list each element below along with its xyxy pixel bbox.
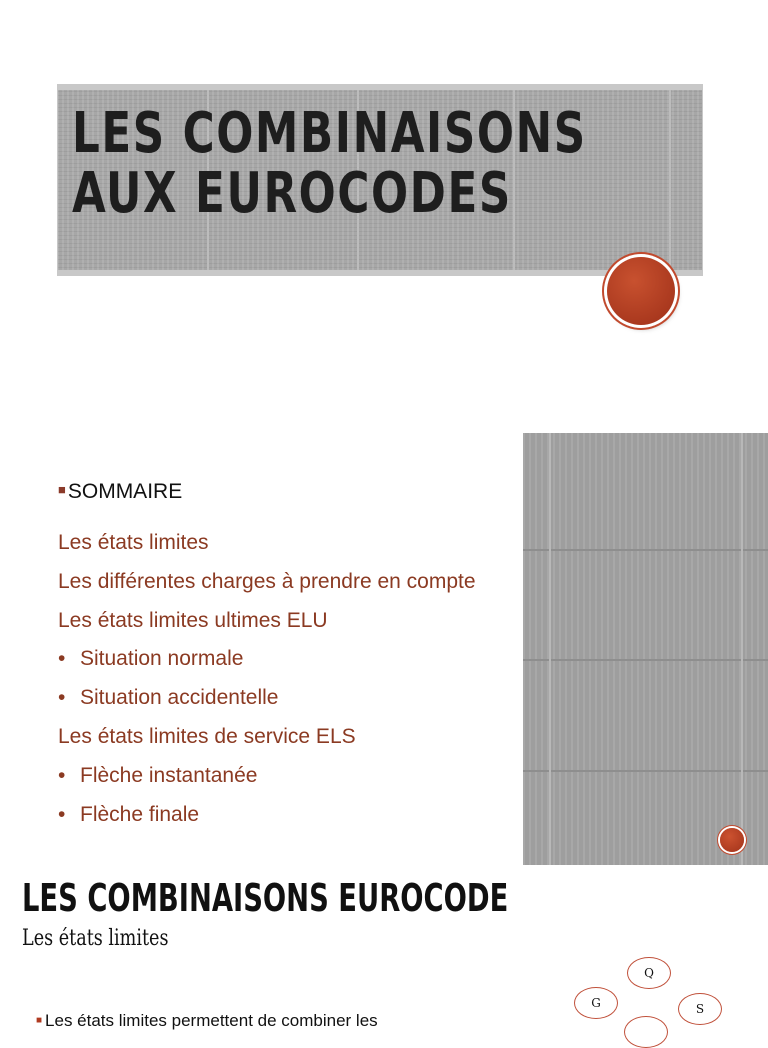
node-partial: [624, 1016, 668, 1048]
slide3-subtitle: Les états limites: [22, 926, 169, 951]
decorative-orb-small-icon: [720, 828, 744, 852]
toc-item: • Flèche finale: [58, 800, 618, 839]
toc-item: Les différentes charges à prendre en compte: [58, 569, 476, 593]
slide3-body-label: Les états limites permettent de combiner les: [45, 1011, 378, 1030]
presentation-title: LES COMBINAISONS AUX EUROCODES: [72, 101, 587, 226]
toc-item: • Flèche instantanée: [58, 761, 618, 800]
table-of-contents: [58, 528, 618, 838]
square-bullet-icon: ■: [36, 1015, 43, 1026]
toc-item: Les états limites ultimes ELU: [58, 608, 328, 632]
toc-item: • Situation accidentelle: [58, 683, 618, 722]
summary-heading: [58, 480, 182, 504]
slide3-title: LES COMBINAISONS EUROCODE: [22, 876, 509, 920]
summary-heading-label: SOMMAIRE: [67, 480, 183, 503]
slide3-body-text: [36, 1011, 378, 1031]
decorative-orb-icon: [607, 257, 675, 325]
toc-item: Les états limites de service ELS: [58, 724, 356, 748]
toc-item: Les états limites: [58, 531, 209, 554]
node-q: Q: [627, 957, 671, 989]
node-s: S: [678, 993, 722, 1025]
toc-item: • Situation normale: [58, 644, 618, 683]
node-g: G: [574, 987, 618, 1019]
square-bullet-icon: ■: [58, 482, 66, 497]
